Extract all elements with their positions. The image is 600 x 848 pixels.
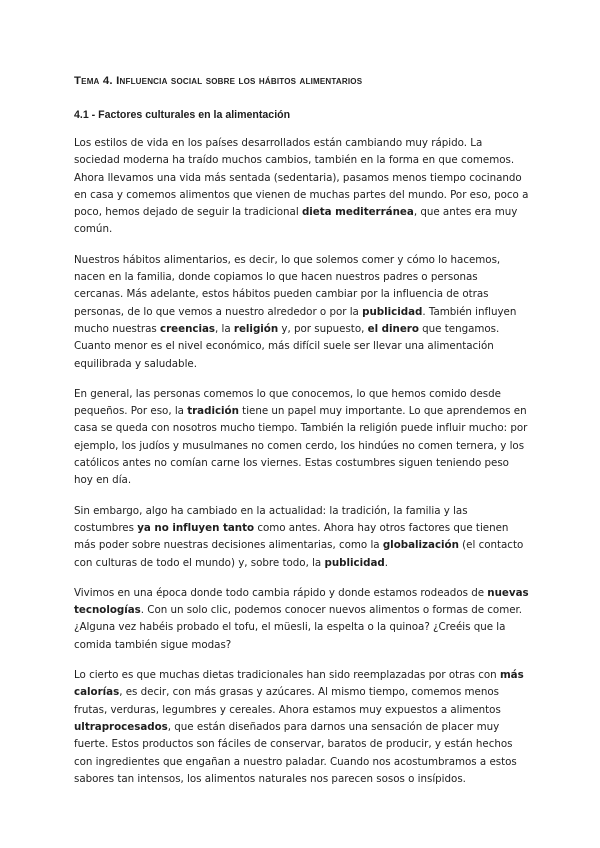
text-run: , es decir, con más grasas y azúcares. Al mismo tiempo, comemos menos frutas, verduras, legumbres y cereales. Ahora estamos muy expuestos a alimentos [74,686,501,716]
text-run: . [384,556,388,569]
bold-term: nuevas tecnologías [74,586,529,617]
page-title: Tema 4. Influencia social sobre los hábitos alimentarios [74,75,363,87]
text-run: Lo cierto es que muchas dietas tradicionales han sido reemplazadas por otras con [74,669,500,682]
text-run: tiene un papel muy importante. Lo que aprendemos en casa se queda con nosotros mucho tiempo. También la religión puede influir mucho: por ejemplo, los judíos y musulmanes no comen cerdo, los hindúes no comen ternera, y los católicos antes no comían carne los viernes. Estas costumbres siguen teniendo peso hoy en día. [74,405,528,487]
section-title: 4.1 - Factores culturales en la alimentación [74,109,291,121]
text-run: y, por supuesto, [278,322,368,335]
bold-term: religión [233,322,279,335]
text-run: Vivimos en una época donde todo cambia rápido y donde estamos rodeados de [74,586,488,599]
text-run: . Con un solo clic, podemos conocer nuevos alimentos o formas de comer. ¿Alguna vez habéis probado el tofu, el müesli, la espelta o la quinoa? ¿Creéis que la comida también sigue modas? [74,604,523,651]
bold-term: publicidad [324,556,385,569]
text-run: como antes. Ahora hay otros factores que tienen más poder sobre nuestras decisiones alimentarias, como la [74,521,509,552]
paragraph [74,503,529,572]
text-run: (el contacto con culturas de todo el mundo) y, sobre todo, la [74,539,524,569]
text-run: Sin embargo, algo ha cambiado en la actualidad: la tradición, la familia y las costumbres [74,504,468,534]
paragraph [74,585,529,654]
text-run: , que están diseñados para darnos una sensación de placer muy fuerte. Estos productos son fáciles de conservar, baratos de producir, y están hechos con ingredientes que engañan a nuestro paladar. Cuando nos acostumbramos a estos sabores tan intensos, los alimentos naturales nos parecen sosos o insípidos. [74,720,517,785]
bold-term: creencias [160,322,216,335]
bold-term: ultraprocesados [74,720,168,733]
text-run: , la [215,322,234,335]
bold-term: ya no influyen tanto [137,521,255,534]
paragraph [74,667,529,788]
paragraph [74,135,529,239]
bold-term: publicidad [362,305,423,318]
bold-term: tradición [187,405,239,418]
paragraph [74,386,529,490]
bold-term: globalización [382,539,459,552]
text-run: En general, las personas comemos lo que conocemos, lo que hemos comido desde pequeños. Por eso, la [74,387,501,418]
bold-term: el dinero [367,322,419,335]
text-run: Nuestros hábitos alimentarios, es decir, lo que solemos comer y cómo lo hacemos, nacen en la familia, donde copiamos lo que hacen nuestros padres o personas cercanas. Más adelante, estos hábitos pueden cambiar por la influencia de otras personas, de lo que vemos a nuestro alrededor o por la [74,253,501,318]
text-run: Los estilos de vida en los países desarrollados están cambiando muy rápido. La sociedad moderna ha traído muchos cambios, también en la forma en que comemos. Ahora llevamos una vida más sentada (sedentaria), pasamos menos tiempo cocinando en casa y comemos alimentos que vienen de muchas partes del mundo. Por eso, poco a poco, hemos dejado de seguir la tradicional [74,137,529,219]
bold-term: dieta mediterránea [301,206,414,219]
document-body [74,135,529,801]
text-run: . También influyen mucho nuestras [74,305,517,335]
bold-term: más calorías [74,669,524,699]
text-run: que tengamos. Cuanto menor es el nivel económico, más difícil suele ser llevar una alimentación equilibrada y saludable. [74,322,500,370]
text-run: , que antes era muy común. [74,206,518,236]
paragraph [74,252,529,373]
